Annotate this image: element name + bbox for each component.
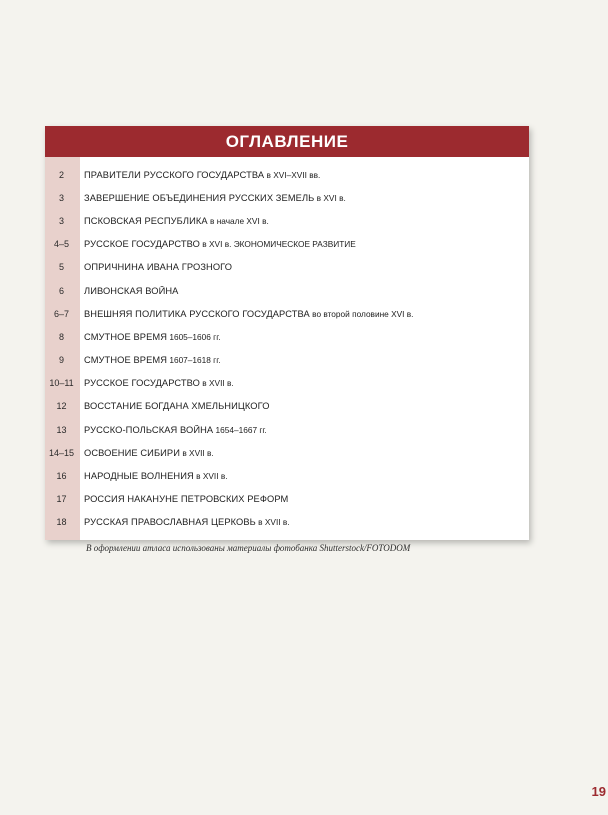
toc-page-number: 14–15 xyxy=(45,441,80,464)
toc-page-number: 6–7 xyxy=(45,302,80,325)
toc-entry-tail: в начале XVI в. xyxy=(207,215,269,226)
toc-entry-tail: в XVII в. xyxy=(180,447,214,458)
toc-entry[interactable] xyxy=(45,441,529,464)
toc-list xyxy=(45,157,529,540)
toc-entry-caps: ПРАВИТЕЛИ РУССКОГО ГОСУДАРСТВА xyxy=(84,169,265,180)
toc-entry[interactable] xyxy=(45,464,529,487)
toc-entry-title xyxy=(80,332,529,342)
toc-entry-title xyxy=(80,378,529,388)
toc-entry-tail: 1607–1618 гг. xyxy=(167,355,221,366)
toc-entry[interactable] xyxy=(45,302,529,325)
toc-page-number: 18 xyxy=(45,511,80,534)
toc-page-number: 17 xyxy=(45,488,80,511)
toc-entry[interactable] xyxy=(45,325,529,348)
toc-entry-caps: ОСВОЕНИЕ СИБИРИ xyxy=(84,447,181,458)
toc-entry-title xyxy=(80,448,529,458)
image-credit: В оформлении атласа использованы материалы фотобанка Shutterstock/FOTODOM xyxy=(86,543,411,553)
toc-entry-caps: ЗАВЕРШЕНИЕ ОБЪЕДИНЕНИЯ РУССКИХ ЗЕМЕЛЬ xyxy=(84,192,315,203)
toc-entry-title xyxy=(80,309,529,319)
toc-entry-tail: в XVI–XVII вв. xyxy=(264,169,321,180)
toc-page-number: 2 xyxy=(45,163,80,186)
toc-entry-title xyxy=(80,262,529,272)
toc-entry-title xyxy=(80,494,529,504)
toc-page-number: 10–11 xyxy=(45,372,80,395)
toc-page-number: 12 xyxy=(45,395,80,418)
toc-bottom-padding xyxy=(45,534,529,540)
toc-page-number: 5 xyxy=(45,256,80,279)
toc-entry-caps: РУССКАЯ ПРАВОСЛАВНАЯ ЦЕРКОВЬ xyxy=(84,517,256,528)
toc-title: ОГЛАВЛЕНИЕ xyxy=(45,126,529,157)
toc-page-number: 13 xyxy=(45,418,80,441)
toc-entry[interactable] xyxy=(45,418,529,441)
toc-page-number: 6 xyxy=(45,279,80,302)
table-of-contents xyxy=(45,126,529,540)
toc-entry-caps: СМУТНОЕ ВРЕМЯ xyxy=(84,331,168,342)
toc-entry[interactable] xyxy=(45,256,529,279)
toc-entry-title xyxy=(80,286,529,296)
toc-entry[interactable] xyxy=(45,349,529,372)
toc-entry[interactable] xyxy=(45,372,529,395)
toc-entry-caps: РУССКОЕ ГОСУДАРСТВО xyxy=(84,239,200,250)
toc-entry-tail: 1605–1606 гг. xyxy=(167,331,221,342)
toc-entry-title xyxy=(80,193,529,203)
toc-entry-tail: в XVI в. ЭКОНОМИЧЕСКОЕ РАЗВИТИЕ xyxy=(200,239,356,250)
toc-page-number: 3 xyxy=(45,186,80,209)
toc-entry-title xyxy=(80,401,529,411)
toc-entry-caps: ВОССТАНИЕ БОГДАНА ХМЕЛЬНИЦКОГО xyxy=(84,401,270,412)
toc-entry-title xyxy=(80,239,529,249)
toc-entry-caps: СМУТНОЕ ВРЕМЯ xyxy=(84,355,168,366)
toc-entry-tail: в XVI в. xyxy=(314,192,346,203)
toc-page-number: 16 xyxy=(45,464,80,487)
page-number: 19 xyxy=(591,784,606,799)
toc-entry-tail: 1654–1667 гг. xyxy=(213,424,267,435)
toc-entry-caps: ОПРИЧНИНА ИВАНА ГРОЗНОГО xyxy=(84,262,233,273)
toc-entry-caps: РУССКО-ПОЛЬСКАЯ ВОЙНА xyxy=(84,424,214,435)
toc-entry-title xyxy=(80,355,529,365)
toc-entry-caps: НАРОДНЫЕ ВОЛНЕНИЯ xyxy=(84,471,194,482)
toc-entry[interactable] xyxy=(45,186,529,209)
toc-page-number: 3 xyxy=(45,209,80,232)
toc-entry[interactable] xyxy=(45,209,529,232)
toc-page-number: 9 xyxy=(45,349,80,372)
toc-entry-caps: РУССКОЕ ГОСУДАРСТВО xyxy=(84,378,200,389)
toc-entry[interactable] xyxy=(45,488,529,511)
toc-entry[interactable] xyxy=(45,395,529,418)
toc-entry-tail: в XVII в. xyxy=(193,471,228,482)
toc-entry-title xyxy=(80,517,529,527)
toc-entry-title xyxy=(80,170,529,180)
toc-entry-tail: во второй половине XVI в. xyxy=(309,308,414,319)
toc-entry[interactable] xyxy=(45,163,529,186)
toc-entry[interactable] xyxy=(45,511,529,534)
toc-entry-caps: ПСКОВСКАЯ РЕСПУБЛИКА xyxy=(84,215,208,226)
toc-entry-tail: в XVII в. xyxy=(200,378,234,389)
toc-entry-caps: РОССИЯ НАКАНУНЕ ПЕТРОВСКИХ РЕФОРМ xyxy=(84,494,289,505)
toc-entry-caps: ЛИВОНСКАЯ ВОЙНА xyxy=(84,285,179,296)
toc-entry-caps: ВНЕШНЯЯ ПОЛИТИКА РУССКОГО ГОСУДАРСТВА xyxy=(84,308,310,319)
toc-entry-title xyxy=(80,216,529,226)
toc-entry-title xyxy=(80,425,529,435)
toc-entry[interactable] xyxy=(45,279,529,302)
toc-entry[interactable] xyxy=(45,233,529,256)
toc-entry-tail: в XVII в. xyxy=(255,517,290,528)
toc-page-number: 4–5 xyxy=(45,233,80,256)
toc-page-number: 8 xyxy=(45,325,80,348)
toc-entry-title xyxy=(80,471,529,481)
